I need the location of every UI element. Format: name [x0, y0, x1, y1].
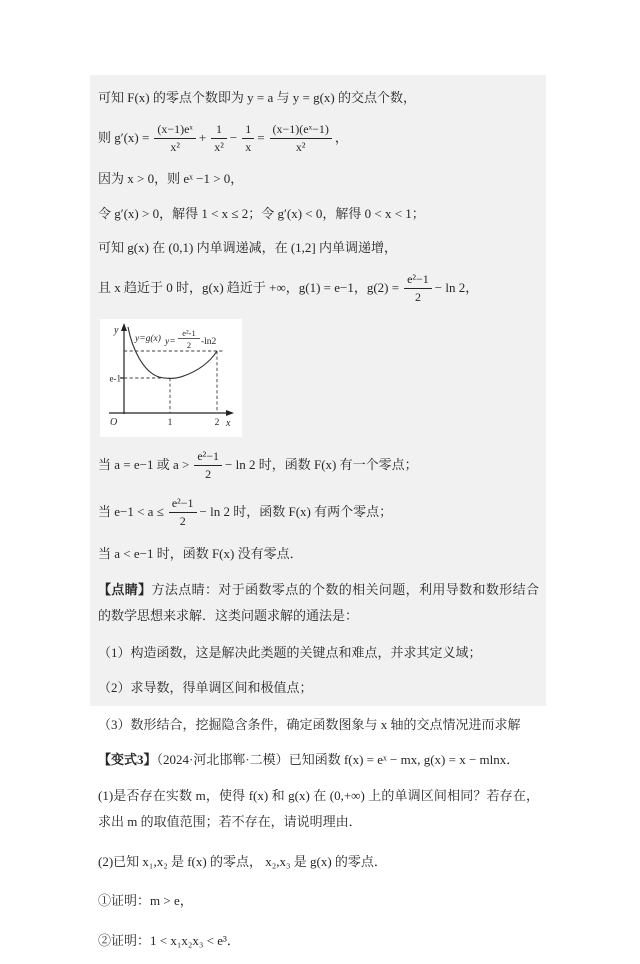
case-no-zero: 当 a < e−1 时，函数 F(x) 没有零点．	[98, 545, 303, 561]
fraction-denominator: 2	[179, 514, 186, 529]
graph-hline-label-denominator: 2	[186, 339, 192, 350]
fraction	[211, 122, 227, 155]
fraction-denominator: x²	[295, 139, 306, 154]
graph-hline-label-prefix: y=	[165, 336, 176, 347]
fraction-denominator: 2	[414, 290, 421, 305]
solution-line-positivity: 因为 x > 0，则 eˣ −1 > 0，	[98, 171, 244, 187]
formula-text: 且 x 趋近于 0 时，g(x) 趋近于 +∞，g(1) = e−1，g(2) =	[98, 280, 400, 296]
formula-text: 则 g′(x) =	[98, 129, 150, 145]
note-item-2: （2）求导数，得单调区间和极值点；	[98, 679, 313, 695]
graph-hline-label-numerator: e²-1	[182, 327, 196, 338]
note-item-3: （3）数形结合，挖掘隐含条件，确定函数图象与 x 轴的交点情况进而求解	[98, 717, 521, 733]
key-note-tag: 【点睛】	[98, 582, 152, 598]
fraction	[270, 122, 332, 155]
fraction-numerator: 1	[211, 122, 227, 139]
fraction	[242, 122, 254, 155]
graph-tick-2: 2	[214, 417, 220, 428]
fraction-numerator: e²−1	[404, 272, 432, 289]
fraction-denominator: x	[245, 139, 252, 154]
fraction-numerator: e²−1	[169, 496, 197, 513]
variant-question-1: (1)是否存在实数 m，使得 f(x) 和 g(x) 在 (0,+∞) 上的单调区间相同？若存在，求出 m 的取值范围；若不存在，请说明理由．	[98, 787, 539, 829]
variant-question-2: (2)已知 x₁,x₂ 是 f(x) 的零点， x₂,x₃ 是 g(x) 的零点．	[98, 853, 387, 869]
operator: +	[198, 129, 207, 145]
graph-hline-label-suffix: -ln2	[201, 336, 217, 347]
variant-proof-2: ②证明：1 < x₁x₂x₃ < e³．	[98, 932, 240, 948]
case-two-zeros	[98, 496, 539, 530]
fraction-numerator: e²−1	[194, 449, 222, 466]
variant-tag: 【变式3】	[98, 751, 157, 767]
formula-text: 当 a = e−1 或 a >	[98, 457, 190, 473]
formula-text: − ln 2 时，函数 F(x) 有一个零点；	[225, 457, 418, 473]
variant-proof-1: ①证明：m > e，	[98, 893, 193, 909]
y-axis-arrow	[121, 323, 127, 331]
content-column	[90, 75, 546, 964]
variant-source: （2024·河北邯郸·二模）	[156, 751, 289, 767]
variant-heading	[98, 749, 539, 770]
formula-text: 当 e−1 < a ≤	[98, 504, 164, 520]
solution-line-zero-count: 可知 F(x) 的零点个数即为 y = a 与 y = g(x) 的交点个数，	[98, 90, 416, 105]
formula-text: − ln 2 时，函数 F(x) 有两个零点；	[199, 504, 393, 520]
fraction	[194, 449, 222, 482]
fraction-numerator: (x−1)(eˣ−1)	[270, 122, 332, 139]
solution-line-sign-intervals: 令 g′(x) > 0，解得 1 < x ≤ 2；令 g′(x) < 0，解得 0 < x < 1；	[98, 205, 425, 221]
graph-tick-1: 1	[167, 417, 173, 428]
fraction-denominator: x²	[214, 139, 224, 154]
fraction-denominator: 2	[205, 467, 212, 482]
function-graph	[102, 321, 240, 433]
fraction-numerator: (x−1)eˣ	[154, 122, 196, 139]
key-note-paragraph	[98, 577, 539, 629]
solution-highlight-block	[90, 75, 546, 706]
graph-min-value-label: e-1	[109, 373, 121, 384]
graph-x-label: x	[226, 417, 231, 429]
fraction-numerator: 1	[242, 122, 254, 139]
formula-g-prime	[98, 121, 539, 155]
formula-limits-values	[98, 272, 539, 306]
graph-y-label: y	[114, 324, 119, 336]
operator: −	[229, 129, 238, 145]
solution-line-monotonicity: 可知 g(x) 在 (0,1) 内单调递减，在 (1,2] 内单调递增，	[98, 240, 397, 256]
fraction	[169, 496, 197, 529]
operator: =	[257, 129, 265, 145]
variant-intro: 已知函数 f(x) = eˣ − mx, g(x) = x − mlnx．	[288, 751, 520, 767]
formula-text: − ln 2，	[434, 280, 479, 296]
fraction	[404, 272, 432, 305]
case-one-zero	[98, 449, 539, 483]
note-item-1: （1）构造函数，这是解决此类题的关键点和难点，并求其定义域；	[98, 645, 482, 661]
function-graph-figure	[100, 319, 242, 437]
graph-curve-label: y=g(x)	[135, 333, 161, 344]
fraction	[154, 122, 196, 155]
fraction-denominator: x²	[170, 139, 180, 154]
key-note-body: 方法点睛：对于函数零点的个数的相关问题，利用导数和数形结合的数学思想来求解．这类问题求解的通法是：	[98, 582, 539, 624]
x-axis-arrow	[226, 410, 234, 416]
after-highlight-section	[90, 706, 546, 951]
graph-origin-label: O	[110, 416, 118, 428]
formula-text: ，	[334, 129, 348, 145]
